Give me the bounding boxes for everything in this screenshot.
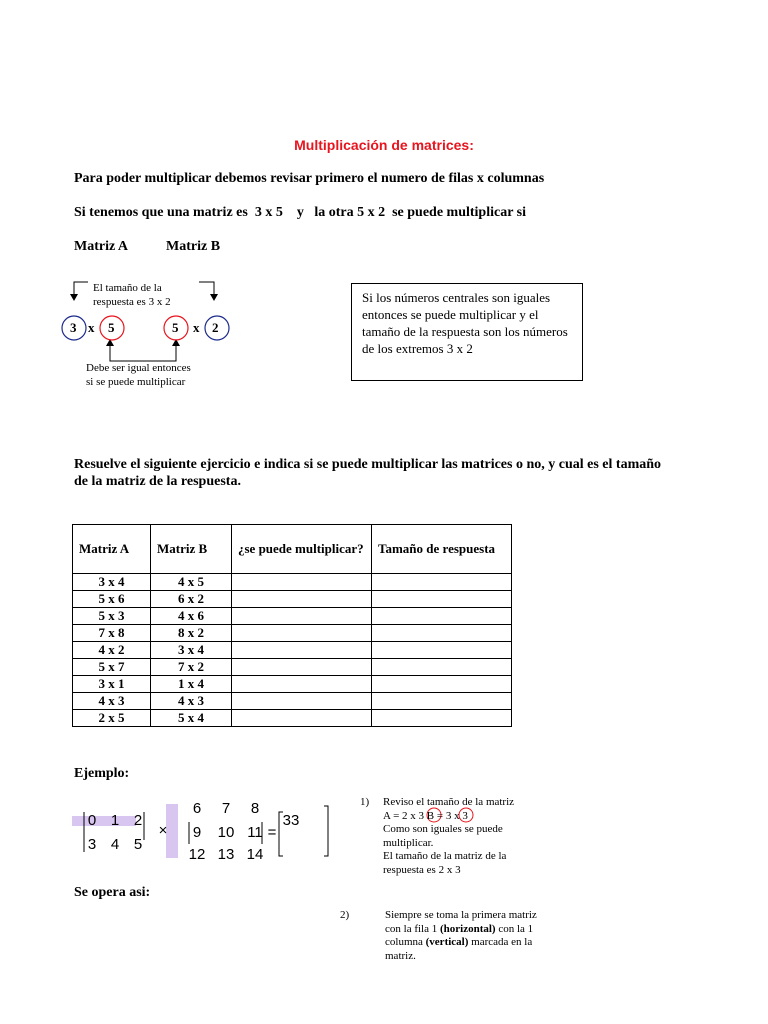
step1-number: 1) (360, 796, 370, 808)
step2-text (385, 909, 575, 963)
header-tamano: Tamaño de respuesta (372, 525, 512, 574)
label-matriz-a: Matriz A (74, 239, 129, 254)
step1-line: Reviso el tamaño de la matriz (383, 796, 515, 808)
step2-number: 2) (340, 909, 350, 921)
equals-sign: = (267, 824, 277, 841)
matrix-b-cell: 6 (192, 800, 202, 817)
se-opera-label: Se opera asi: (74, 885, 151, 900)
step2-line: matriz. (385, 949, 416, 962)
step1-line: A = 2 x 3 B = 3 x 3 (383, 809, 468, 822)
cell-matriz-a: 5 x 7 (73, 659, 151, 676)
step1-line: respuesta es 2 x 3 (383, 863, 461, 876)
diagram-a-cols: 5 (108, 320, 115, 335)
cell-matriz-b: 4 x 5 (151, 574, 232, 591)
step1-line: multiplicar. (383, 836, 434, 849)
cell-matriz-a: 7 x 8 (73, 625, 151, 642)
matrix-b-cell: 14 (246, 846, 264, 863)
step1-line: Como son iguales se puede (383, 823, 503, 835)
cell-matriz-a: 3 x 1 (73, 676, 151, 693)
step1-line: El tamaño de la matriz de la (383, 850, 507, 862)
matrix-b-cell: 13 (217, 846, 235, 863)
step2-text-part: con la 1 (495, 922, 534, 935)
diagram-b-rows: 5 (172, 320, 179, 335)
step2-bold-horizontal: (horizontal) (439, 922, 496, 935)
cell-matriz-a: 4 x 2 (73, 642, 151, 659)
times-sign: × (158, 822, 168, 839)
exercise-text-1: Resuelve el siguiente ejercicio e indica si se puede multiplicar las matrices o no, y cual es el tamaño (74, 457, 662, 472)
cell-matriz-b: 5 x 4 (151, 710, 232, 727)
cell-matriz-b: 6 x 2 (151, 591, 232, 608)
cell-matriz-a: 3 x 4 (73, 574, 151, 591)
cell-matriz-a: 5 x 6 (73, 591, 151, 608)
exercise-text-2: de la matriz de la respuesta. (74, 474, 241, 489)
matrix-a-cell: 2 (133, 812, 143, 829)
step2-text-part: columna (385, 936, 426, 948)
step1-text (383, 796, 553, 877)
matrix-a-cell: 4 (110, 836, 120, 853)
step2-text-part: con la fila 1 (385, 922, 440, 935)
result-cell: 33 (282, 812, 300, 829)
intro-text: Para poder multiplicar debemos revisar primero el numero de filas x columnas (74, 171, 545, 186)
label-matriz-b: Matriz B (166, 239, 221, 254)
matrix-a-cell: 5 (133, 836, 143, 853)
diagram-a-rows: 3 (70, 320, 77, 335)
step2-line (385, 936, 575, 950)
matrix-a-cell: 3 (87, 836, 97, 853)
info-box: Si los números centrales son iguales entonces se puede multiplicar y el tamaño de la respuesta son los números de los extremos 3 x 2 (351, 283, 583, 381)
step2-text-part: marcada en la (468, 936, 533, 948)
step2-line (385, 923, 575, 937)
diagram-top-note-1: El tamaño de la (93, 282, 162, 294)
header-matriz-a: Matriz A (73, 525, 151, 574)
cell-matriz-b: 4 x 3 (151, 693, 232, 710)
ejemplo-label: Ejemplo: (74, 766, 130, 781)
matrix-b-cell: 8 (250, 800, 260, 817)
page-title: Multiplicación de matrices: (294, 137, 474, 153)
diagram-top-note-2: respuesta es 3 x 2 (93, 296, 171, 308)
cell-matriz-a: 5 x 3 (73, 608, 151, 625)
cell-matriz-b: 8 x 2 (151, 625, 232, 642)
cell-matriz-b: 3 x 4 (151, 642, 232, 659)
matrix-b-cell: 11 (247, 824, 263, 841)
diagram-bottom-note-2: si se puede multiplicar (86, 376, 186, 388)
header-se-puede: ¿se puede multiplicar? (232, 525, 372, 574)
matrix-b-cell: 12 (188, 846, 206, 863)
diagram-b-times: x (193, 320, 200, 335)
cell-matriz-a: 2 x 5 (73, 710, 151, 727)
cell-matriz-b: 7 x 2 (151, 659, 232, 676)
step2-line: Siempre se toma la primera matriz (385, 909, 537, 921)
cell-matriz-b: 4 x 6 (151, 608, 232, 625)
matrix-a-cell: 1 (110, 812, 120, 829)
cell-matriz-b: 1 x 4 (151, 676, 232, 693)
diagram-bottom-note-1: Debe ser igual entonces (86, 362, 191, 374)
diagram-a-times: x (88, 320, 95, 335)
matrix-a-cell: 0 (87, 812, 97, 829)
matrix-b-cell: 10 (217, 824, 235, 841)
step2-bold-vertical: (vertical) (425, 936, 469, 948)
cell-matriz-a: 4 x 3 (73, 693, 151, 710)
matrix-b-cell: 7 (221, 800, 231, 817)
diagram-b-cols: 2 (212, 320, 219, 335)
example-statement: Si tenemos que una matriz es 3 x 5 y la otra 5 x 2 se puede multiplicar si (74, 205, 527, 220)
header-matriz-b: Matriz B (151, 525, 232, 574)
matrix-b-cell: 9 (192, 824, 202, 841)
